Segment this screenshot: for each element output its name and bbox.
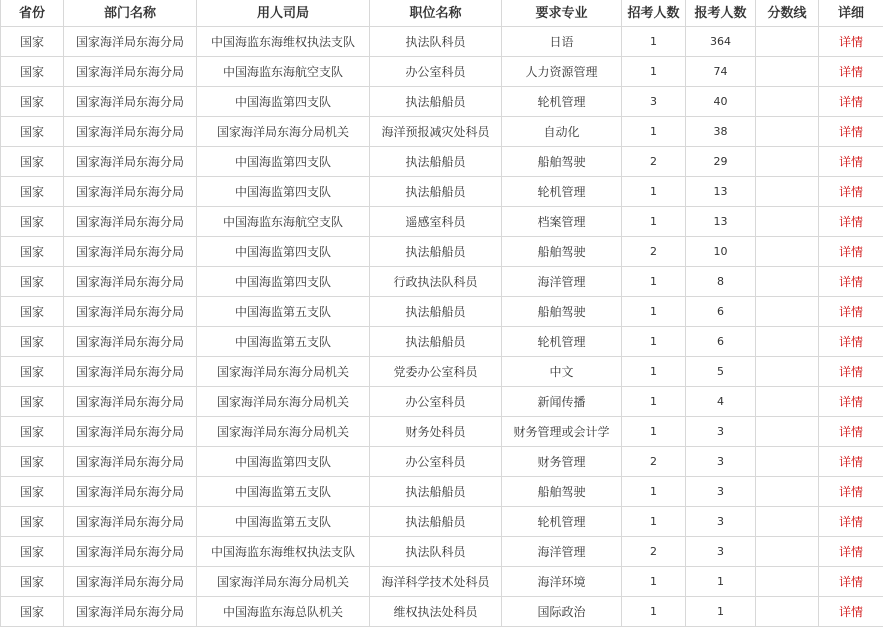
score-line-cell bbox=[756, 597, 819, 627]
department-cell: 国家海洋局东海分局 bbox=[64, 507, 197, 537]
position-cell: 办公室科员 bbox=[370, 57, 502, 87]
province-cell: 国家 bbox=[1, 267, 64, 297]
quota-cell: 1 bbox=[622, 387, 686, 417]
score-line-cell bbox=[756, 567, 819, 597]
bureau-cell: 国家海洋局东海分局机关 bbox=[197, 417, 370, 447]
major-cell: 国际政治 bbox=[502, 597, 622, 627]
major-cell: 轮机管理 bbox=[502, 327, 622, 357]
department-cell: 国家海洋局东海分局 bbox=[64, 297, 197, 327]
bureau-cell: 中国海监第四支队 bbox=[197, 87, 370, 117]
position-cell: 办公室科员 bbox=[370, 447, 502, 477]
table-row bbox=[1, 327, 883, 357]
score-line-cell bbox=[756, 177, 819, 207]
major-cell: 船舶驾驶 bbox=[502, 297, 622, 327]
table-row bbox=[1, 357, 883, 387]
quota-cell: 1 bbox=[622, 357, 686, 387]
department-cell: 国家海洋局东海分局 bbox=[64, 27, 197, 57]
detail-link[interactable]: 详情 bbox=[819, 117, 883, 147]
department-cell: 国家海洋局东海分局 bbox=[64, 87, 197, 117]
department-cell: 国家海洋局东海分局 bbox=[64, 567, 197, 597]
bureau-cell: 中国海监东海总队机关 bbox=[197, 597, 370, 627]
score-line-cell bbox=[756, 477, 819, 507]
major-cell: 海洋环境 bbox=[502, 567, 622, 597]
major-cell: 轮机管理 bbox=[502, 177, 622, 207]
score-line-cell bbox=[756, 387, 819, 417]
table-row bbox=[1, 87, 883, 117]
table-row bbox=[1, 267, 883, 297]
quota-cell: 1 bbox=[622, 567, 686, 597]
applicants-cell: 3 bbox=[686, 447, 756, 477]
applicants-cell: 10 bbox=[686, 237, 756, 267]
detail-link[interactable]: 详情 bbox=[819, 297, 883, 327]
score-line-cell bbox=[756, 327, 819, 357]
applicants-cell: 3 bbox=[686, 537, 756, 567]
quota-cell: 1 bbox=[622, 27, 686, 57]
detail-link[interactable]: 详情 bbox=[819, 237, 883, 267]
detail-link[interactable]: 详情 bbox=[819, 567, 883, 597]
department-cell: 国家海洋局东海分局 bbox=[64, 597, 197, 627]
position-cell: 执法船船员 bbox=[370, 297, 502, 327]
table-row bbox=[1, 177, 883, 207]
position-cell: 执法船船员 bbox=[370, 477, 502, 507]
score-line-cell bbox=[756, 267, 819, 297]
applicants-cell: 74 bbox=[686, 57, 756, 87]
detail-link[interactable]: 详情 bbox=[819, 477, 883, 507]
department-cell: 国家海洋局东海分局 bbox=[64, 147, 197, 177]
table-row bbox=[1, 477, 883, 507]
major-cell: 财务管理或会计学 bbox=[502, 417, 622, 447]
header-applicants: 报考人数 bbox=[686, 0, 756, 27]
bureau-cell: 国家海洋局东海分局机关 bbox=[197, 357, 370, 387]
applicants-cell: 38 bbox=[686, 117, 756, 147]
quota-cell: 1 bbox=[622, 297, 686, 327]
quota-cell: 1 bbox=[622, 597, 686, 627]
table-row bbox=[1, 237, 883, 267]
major-cell: 船舶驾驶 bbox=[502, 147, 622, 177]
detail-link[interactable]: 详情 bbox=[819, 147, 883, 177]
applicants-cell: 8 bbox=[686, 267, 756, 297]
bureau-cell: 中国海监第五支队 bbox=[197, 477, 370, 507]
quota-cell: 1 bbox=[622, 267, 686, 297]
detail-link[interactable]: 详情 bbox=[819, 177, 883, 207]
header-quota: 招考人数 bbox=[622, 0, 686, 27]
applicants-cell: 6 bbox=[686, 297, 756, 327]
applicants-cell: 364 bbox=[686, 27, 756, 57]
province-cell: 国家 bbox=[1, 327, 64, 357]
province-cell: 国家 bbox=[1, 237, 64, 267]
position-cell: 执法队科员 bbox=[370, 27, 502, 57]
score-line-cell bbox=[756, 297, 819, 327]
table-row bbox=[1, 447, 883, 477]
province-cell: 国家 bbox=[1, 297, 64, 327]
position-cell: 党委办公室科员 bbox=[370, 357, 502, 387]
table-row bbox=[1, 57, 883, 87]
major-cell: 人力资源管理 bbox=[502, 57, 622, 87]
header-bureau: 用人司局 bbox=[197, 0, 370, 27]
score-line-cell bbox=[756, 147, 819, 177]
major-cell: 自动化 bbox=[502, 117, 622, 147]
detail-link[interactable]: 详情 bbox=[819, 417, 883, 447]
bureau-cell: 中国海监东海维权执法支队 bbox=[197, 537, 370, 567]
position-cell: 行政执法队科员 bbox=[370, 267, 502, 297]
province-cell: 国家 bbox=[1, 417, 64, 447]
quota-cell: 2 bbox=[622, 537, 686, 567]
applicants-cell: 3 bbox=[686, 477, 756, 507]
applicants-cell: 1 bbox=[686, 597, 756, 627]
province-cell: 国家 bbox=[1, 147, 64, 177]
province-cell: 国家 bbox=[1, 87, 64, 117]
header-department: 部门名称 bbox=[64, 0, 197, 27]
score-line-cell bbox=[756, 417, 819, 447]
applicants-cell: 29 bbox=[686, 147, 756, 177]
table-row bbox=[1, 207, 883, 237]
major-cell: 财务管理 bbox=[502, 447, 622, 477]
department-cell: 国家海洋局东海分局 bbox=[64, 237, 197, 267]
position-cell: 维权执法处科员 bbox=[370, 597, 502, 627]
detail-link[interactable]: 详情 bbox=[819, 27, 883, 57]
department-cell: 国家海洋局东海分局 bbox=[64, 177, 197, 207]
bureau-cell: 中国海监第五支队 bbox=[197, 297, 370, 327]
department-cell: 国家海洋局东海分局 bbox=[64, 57, 197, 87]
applicants-cell: 3 bbox=[686, 417, 756, 447]
quota-cell: 1 bbox=[622, 207, 686, 237]
bureau-cell: 中国海监第四支队 bbox=[197, 237, 370, 267]
table-row bbox=[1, 597, 883, 627]
detail-link[interactable]: 详情 bbox=[819, 597, 883, 627]
applicants-cell: 13 bbox=[686, 207, 756, 237]
major-cell: 海洋管理 bbox=[502, 537, 622, 567]
score-line-cell bbox=[756, 447, 819, 477]
detail-link[interactable]: 详情 bbox=[819, 537, 883, 567]
bureau-cell: 中国海监东海维权执法支队 bbox=[197, 27, 370, 57]
province-cell: 国家 bbox=[1, 357, 64, 387]
position-cell: 执法船船员 bbox=[370, 147, 502, 177]
province-cell: 国家 bbox=[1, 177, 64, 207]
position-cell: 海洋科学技术处科员 bbox=[370, 567, 502, 597]
position-cell: 执法船船员 bbox=[370, 87, 502, 117]
quota-cell: 2 bbox=[622, 447, 686, 477]
header-detail: 详细 bbox=[819, 0, 883, 27]
department-cell: 国家海洋局东海分局 bbox=[64, 417, 197, 447]
province-cell: 国家 bbox=[1, 387, 64, 417]
score-line-cell bbox=[756, 207, 819, 237]
major-cell: 船舶驾驶 bbox=[502, 477, 622, 507]
province-cell: 国家 bbox=[1, 117, 64, 147]
bureau-cell: 中国海监第四支队 bbox=[197, 447, 370, 477]
position-cell: 执法船船员 bbox=[370, 327, 502, 357]
province-cell: 国家 bbox=[1, 27, 64, 57]
table-row bbox=[1, 507, 883, 537]
department-cell: 国家海洋局东海分局 bbox=[64, 357, 197, 387]
quota-cell: 3 bbox=[622, 87, 686, 117]
major-cell: 新闻传播 bbox=[502, 387, 622, 417]
bureau-cell: 国家海洋局东海分局机关 bbox=[197, 387, 370, 417]
score-line-cell bbox=[756, 357, 819, 387]
bureau-cell: 中国海监第四支队 bbox=[197, 177, 370, 207]
detail-link[interactable]: 详情 bbox=[819, 507, 883, 537]
department-cell: 国家海洋局东海分局 bbox=[64, 117, 197, 147]
bureau-cell: 中国海监东海航空支队 bbox=[197, 57, 370, 87]
department-cell: 国家海洋局东海分局 bbox=[64, 267, 197, 297]
position-cell: 执法船船员 bbox=[370, 507, 502, 537]
quota-cell: 1 bbox=[622, 417, 686, 447]
quota-cell: 2 bbox=[622, 237, 686, 267]
score-line-cell bbox=[756, 87, 819, 117]
detail-link[interactable]: 详情 bbox=[819, 57, 883, 87]
quota-cell: 2 bbox=[622, 147, 686, 177]
table-row bbox=[1, 567, 883, 597]
score-line-cell bbox=[756, 57, 819, 87]
department-cell: 国家海洋局东海分局 bbox=[64, 537, 197, 567]
table-row bbox=[1, 537, 883, 567]
table-row bbox=[1, 117, 883, 147]
department-cell: 国家海洋局东海分局 bbox=[64, 387, 197, 417]
applicants-cell: 5 bbox=[686, 357, 756, 387]
detail-link[interactable]: 详情 bbox=[819, 207, 883, 237]
applicants-cell: 4 bbox=[686, 387, 756, 417]
applicants-cell: 1 bbox=[686, 567, 756, 597]
applicants-cell: 3 bbox=[686, 507, 756, 537]
header-province: 省份 bbox=[1, 0, 64, 27]
department-cell: 国家海洋局东海分局 bbox=[64, 477, 197, 507]
position-cell: 遥感室科员 bbox=[370, 207, 502, 237]
province-cell: 国家 bbox=[1, 507, 64, 537]
table-row bbox=[1, 417, 883, 447]
applicants-cell: 13 bbox=[686, 177, 756, 207]
department-cell: 国家海洋局东海分局 bbox=[64, 327, 197, 357]
position-cell: 财务处科员 bbox=[370, 417, 502, 447]
province-cell: 国家 bbox=[1, 567, 64, 597]
quota-cell: 1 bbox=[622, 477, 686, 507]
score-line-cell bbox=[756, 237, 819, 267]
major-cell: 中文 bbox=[502, 357, 622, 387]
header-major: 要求专业 bbox=[502, 0, 622, 27]
score-line-cell bbox=[756, 507, 819, 537]
province-cell: 国家 bbox=[1, 477, 64, 507]
quota-cell: 1 bbox=[622, 57, 686, 87]
province-cell: 国家 bbox=[1, 597, 64, 627]
score-line-cell bbox=[756, 27, 819, 57]
quota-cell: 1 bbox=[622, 507, 686, 537]
major-cell: 轮机管理 bbox=[502, 87, 622, 117]
department-cell: 国家海洋局东海分局 bbox=[64, 447, 197, 477]
applicants-cell: 6 bbox=[686, 327, 756, 357]
bureau-cell: 中国海监第四支队 bbox=[197, 267, 370, 297]
major-cell: 船舶驾驶 bbox=[502, 237, 622, 267]
position-cell: 执法船船员 bbox=[370, 237, 502, 267]
major-cell: 日语 bbox=[502, 27, 622, 57]
bureau-cell: 国家海洋局东海分局机关 bbox=[197, 567, 370, 597]
position-cell: 办公室科员 bbox=[370, 387, 502, 417]
table-row bbox=[1, 297, 883, 327]
bureau-cell: 中国海监第四支队 bbox=[197, 147, 370, 177]
detail-link[interactable]: 详情 bbox=[819, 387, 883, 417]
detail-link[interactable]: 详情 bbox=[819, 447, 883, 477]
table-row bbox=[1, 147, 883, 177]
table-body bbox=[1, 27, 883, 627]
detail-link[interactable]: 详情 bbox=[819, 87, 883, 117]
department-cell: 国家海洋局东海分局 bbox=[64, 207, 197, 237]
detail-link[interactable]: 详情 bbox=[819, 357, 883, 387]
bureau-cell: 中国海监第五支队 bbox=[197, 507, 370, 537]
province-cell: 国家 bbox=[1, 207, 64, 237]
detail-link[interactable]: 详情 bbox=[819, 267, 883, 297]
province-cell: 国家 bbox=[1, 57, 64, 87]
header-row bbox=[1, 0, 883, 27]
bureau-cell: 中国海监第五支队 bbox=[197, 327, 370, 357]
header-score-line: 分数线 bbox=[756, 0, 819, 27]
bureau-cell: 中国海监东海航空支队 bbox=[197, 207, 370, 237]
table-row bbox=[1, 387, 883, 417]
quota-cell: 1 bbox=[622, 117, 686, 147]
quota-cell: 1 bbox=[622, 327, 686, 357]
major-cell: 轮机管理 bbox=[502, 507, 622, 537]
province-cell: 国家 bbox=[1, 447, 64, 477]
table-row bbox=[1, 27, 883, 57]
header-position: 职位名称 bbox=[370, 0, 502, 27]
score-line-cell bbox=[756, 537, 819, 567]
major-cell: 档案管理 bbox=[502, 207, 622, 237]
score-line-cell bbox=[756, 117, 819, 147]
position-cell: 执法船船员 bbox=[370, 177, 502, 207]
bureau-cell: 国家海洋局东海分局机关 bbox=[197, 117, 370, 147]
province-cell: 国家 bbox=[1, 537, 64, 567]
position-cell: 执法队科员 bbox=[370, 537, 502, 567]
position-cell: 海洋预报减灾处科员 bbox=[370, 117, 502, 147]
applicants-cell: 40 bbox=[686, 87, 756, 117]
detail-link[interactable]: 详情 bbox=[819, 327, 883, 357]
quota-cell: 1 bbox=[622, 177, 686, 207]
major-cell: 海洋管理 bbox=[502, 267, 622, 297]
